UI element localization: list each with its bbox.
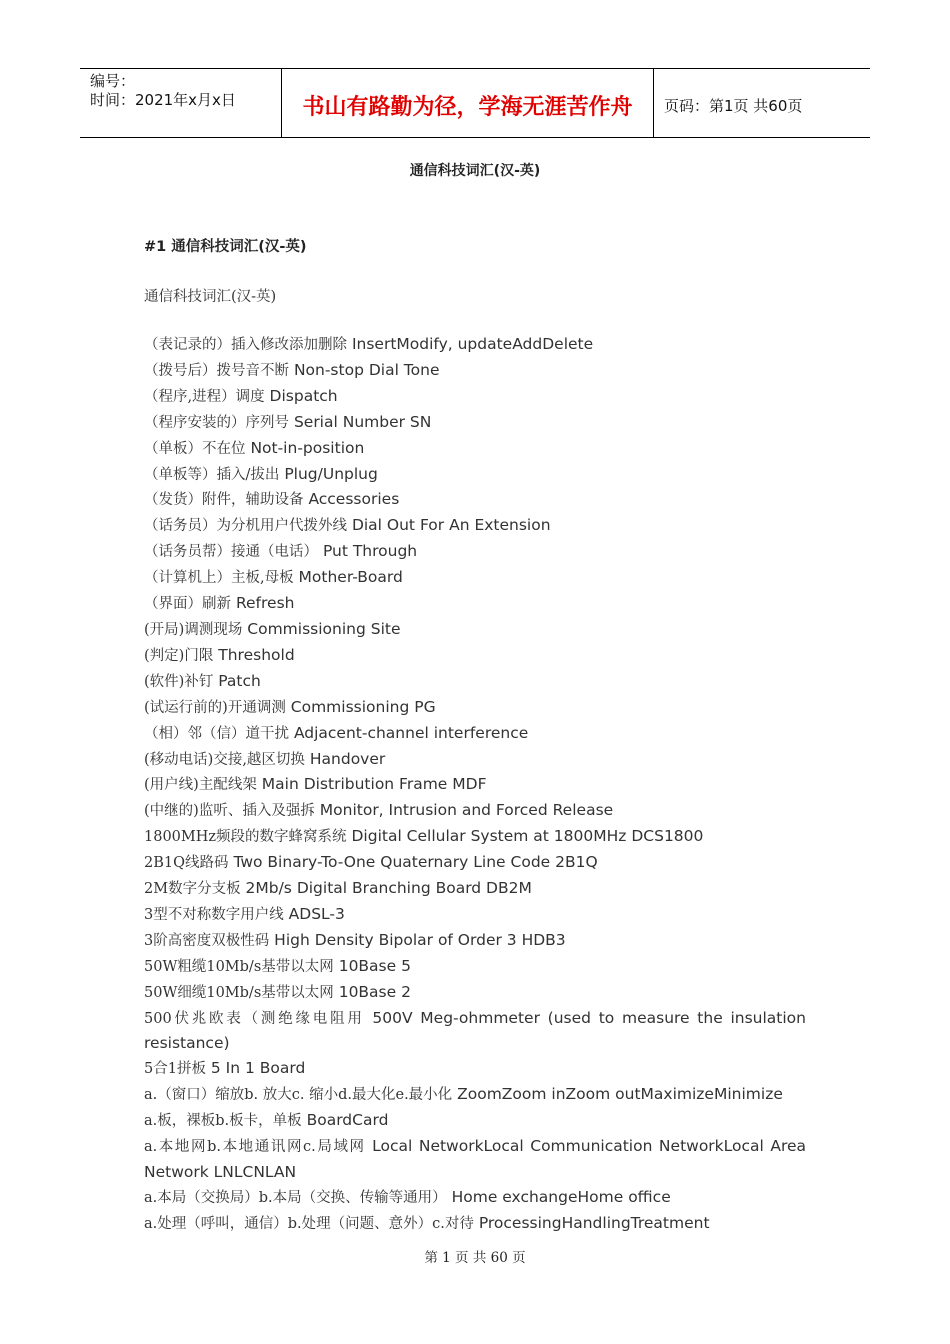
glossary-entry [144, 643, 806, 669]
entry-english-term: Non-stop Dial Tone [293, 360, 440, 379]
entry-chinese-term: (移动电话)交接,越区切换 [144, 751, 305, 768]
entry-english-term: Commissioning PG [290, 697, 436, 716]
entry-chinese-term: （拨号后）拨号音不断 [144, 362, 289, 379]
glossary-entry [144, 876, 806, 902]
entry-chinese-term: (用户线)主配线架 [144, 777, 257, 794]
entry-chinese-term: 5合1拼板 [144, 1061, 206, 1078]
glossary-entry [144, 695, 806, 721]
entry-chinese-term: a.板，裸板b.板卡，单板 [144, 1113, 302, 1130]
glossary-entry [144, 954, 806, 980]
entry-english-term: 5 In 1 Board [210, 1059, 306, 1078]
section-heading: #1 通信科技词汇(汉-英) [144, 239, 307, 255]
entry-chinese-term: 500伏兆欧表（测绝缘电阻用 [144, 1010, 365, 1027]
glossary-entry [144, 410, 806, 436]
glossary-entry [144, 902, 806, 928]
entry-english-term: BoardCard [306, 1111, 389, 1130]
glossary-entry [144, 1185, 806, 1211]
entry-chinese-term: 50W细缆10Mb/s基带以太网 [144, 984, 334, 1001]
entry-chinese-term: 2B1Q线路码 [144, 855, 229, 872]
entry-english-term: Local NetworkLocal Communication NetworkLocal Area Network LNLCNLAN [144, 1137, 807, 1181]
entry-chinese-term: (判定)门限 [144, 647, 214, 664]
entry-chinese-term: （话务员）为分机用户代拨外线 [144, 518, 347, 535]
entry-chinese-term: （单板）不在位 [144, 440, 246, 457]
entry-chinese-term: （程序,进程）调度 [144, 388, 265, 405]
entry-english-term: Two Binary-To-One Quaternary Line Code 2B1Q [233, 853, 598, 872]
entry-english-term: ZoomZoom inZoom outMaximizeMinimize [457, 1085, 783, 1104]
entry-chinese-term: 3型不对称数字用户线 [144, 906, 284, 923]
glossary-entry [144, 747, 806, 773]
entry-english-term: ProcessingHandlingTreatment [478, 1213, 710, 1232]
entry-chinese-term: （程序安装的）序列号 [144, 414, 289, 431]
glossary-entry [144, 384, 806, 410]
entry-english-term: Put Through [322, 542, 418, 561]
entry-english-term: Plug/Unplug [284, 464, 378, 483]
header-slogan: 书山有路勤为径，学海无涯苦作舟 [282, 69, 654, 137]
entry-chinese-term: （发货）附件，辅助设备 [144, 492, 304, 509]
glossary-entry [144, 1134, 806, 1185]
glossary-entry [144, 358, 806, 384]
entry-chinese-term: 3阶高密度双极性码 [144, 932, 270, 949]
entry-english-term: 10Base 2 [338, 982, 411, 1001]
glossary-list [144, 332, 806, 1237]
subtitle: 通信科技词汇(汉-英) [144, 289, 277, 305]
entry-english-term: Adjacent-channel interference [293, 723, 529, 742]
entry-chinese-term: a.（窗口）缩放b. 放大c. 缩小d.最大化e.最小化 [144, 1087, 453, 1104]
glossary-entry [144, 1006, 806, 1057]
entry-english-term: 2Mb/s Digital Branching Board DB2M [245, 879, 532, 898]
entry-english-term: 500V Meg-ohmmeter (used to measure the insulation resistance) [144, 1008, 806, 1053]
entry-chinese-term: （表记录的）插入修改添加删除 [144, 337, 347, 353]
entry-english-term: Accessories [308, 490, 400, 509]
glossary-entry [144, 487, 806, 513]
glossary-entry [144, 1108, 806, 1134]
entry-english-term: InsertModify, updateAddDelete [351, 335, 594, 353]
entry-english-term: Refresh [235, 594, 295, 613]
entry-english-term: Commissioning Site [247, 619, 401, 638]
entry-english-term: Dispatch [269, 386, 338, 405]
glossary-entry [144, 513, 806, 539]
glossary-entry [144, 850, 806, 876]
entry-english-term: Digital Cellular System at 1800MHz DCS1800 [351, 827, 704, 846]
entry-english-term: Home exchangeHome office [451, 1187, 671, 1206]
glossary-entry [144, 436, 806, 462]
entry-english-term: Main Distribution Frame MDF [261, 775, 487, 794]
number-label: 编号： [90, 72, 136, 90]
entry-english-term: Threshold [218, 645, 295, 664]
entry-chinese-term: (软件)补钉 [144, 673, 214, 690]
entry-chinese-term: （话务员帮）接通（电话） [144, 544, 318, 561]
entry-chinese-term: （界面）刷新 [144, 596, 231, 613]
entry-chinese-term: （计算机上）主板,母板 [144, 570, 294, 587]
header-meta [80, 69, 282, 137]
glossary-entry [144, 565, 806, 591]
glossary-entry [144, 617, 806, 643]
glossary-entry [144, 1211, 806, 1237]
entry-english-term: Patch [218, 671, 261, 690]
entry-chinese-term: (试运行前的)开通调测 [144, 699, 286, 716]
glossary-entry [144, 539, 806, 565]
entry-chinese-term: （单板等）插入/拔出 [144, 466, 280, 483]
glossary-entry [144, 721, 806, 747]
glossary-entry [144, 591, 806, 617]
page-header [80, 68, 870, 138]
glossary-entry [144, 798, 806, 824]
entry-chinese-term: (开局)调测现场 [144, 621, 243, 638]
entry-english-term: Serial Number SN [293, 412, 432, 431]
entry-english-term: ADSL-3 [288, 904, 345, 923]
entry-chinese-term: 1800MHz频段的数字蜂窝系统 [144, 829, 347, 846]
entry-english-term: High Density Bipolar of Order 3 HDB3 [274, 930, 566, 949]
glossary-entry [144, 1082, 806, 1108]
entry-chinese-term: 2M数字分支板 [144, 881, 241, 898]
glossary-entry [144, 669, 806, 695]
glossary-entry [144, 332, 806, 358]
entry-chinese-term: a.处理（呼叫，通信）b.处理（问题、意外）c.对待 [144, 1215, 474, 1232]
glossary-entry [144, 462, 806, 488]
entry-chinese-term: (中继的)监听、插入及强拆 [144, 803, 315, 820]
glossary-entry [144, 928, 806, 954]
entry-english-term: Monitor, Intrusion and Forced Release [319, 801, 614, 820]
glossary-entry [144, 824, 806, 850]
entry-english-term: Mother-Board [298, 568, 403, 587]
header-page-label: 页码：第1页 共60页 [664, 96, 803, 115]
entry-chinese-term: 50W粗缆10Mb/s基带以太网 [144, 958, 334, 975]
entry-english-term: Not-in-position [250, 438, 365, 457]
entry-english-term: Handover [309, 749, 386, 768]
entry-chinese-term: a.本地网b.本地通讯网c.局域网 [144, 1139, 366, 1156]
entry-english-term: Dial Out For An Extension [351, 516, 551, 535]
entry-english-term: 10Base 5 [338, 956, 411, 975]
entry-chinese-term: a.本局（交换局）b.本局（交换、传输等通用） [144, 1189, 447, 1206]
entry-chinese-term: （相）邻（信）道干扰 [144, 725, 289, 742]
glossary-entry [144, 772, 806, 798]
glossary-entry [144, 1056, 806, 1082]
page-footer: 第 1 页 共 60 页 [424, 1250, 526, 1266]
glossary-entry [144, 980, 806, 1006]
date-label: 时间：2021年x月x日 [90, 91, 236, 109]
document-title: 通信科技词汇(汉-英) [409, 163, 541, 179]
